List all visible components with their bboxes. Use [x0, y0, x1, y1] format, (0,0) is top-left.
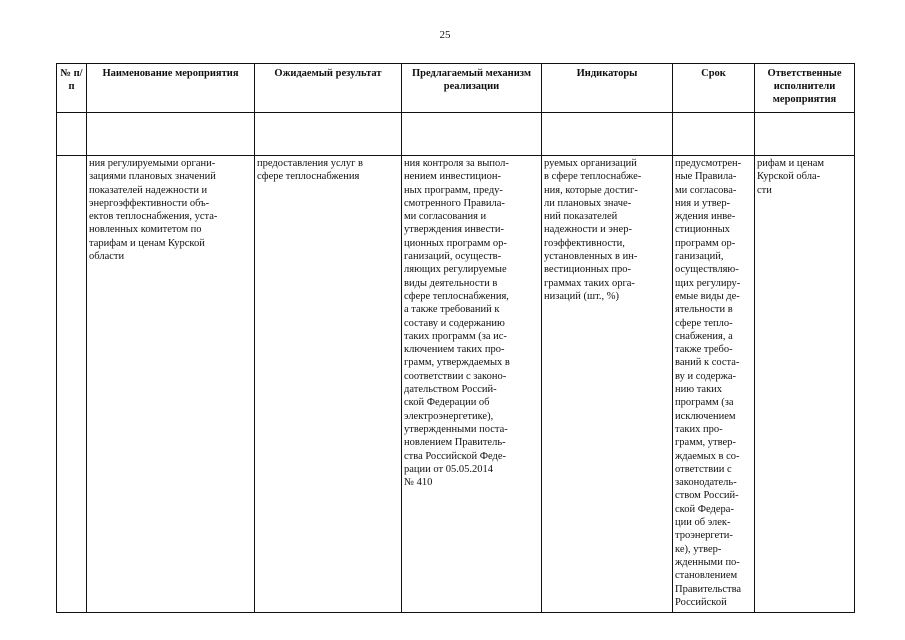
header-expected-result: Ожидаемый результат [255, 64, 402, 113]
header-responsible: Ответственные исполнители мероприятия [755, 64, 855, 113]
cell-responsible: рифам и ценам Курской обла- сти [755, 156, 855, 613]
page-number: 25 [439, 29, 451, 41]
header-spacer-row [57, 113, 855, 156]
header-term: Срок [673, 64, 755, 113]
spacer-cell [87, 113, 255, 156]
spacer-cell [57, 113, 87, 156]
header-number: № п/п [57, 64, 87, 113]
cell-term: предусмотрен- ные Правила- ми согласова- ния и утвер- ждения инве- стиционных программ ор- ганизаций, осуществляю- щих регулиру- емые виды де- ятельности в сфере тепло- снабжения, а также требо- ваний к соста- ву и содержа- нию таких программ (за исключением таких про- грамм, утвер- ждаемых в со- ответствии с законодатель- ством Россий- ской Федера- ции об элек- троэнергети- ке), утвер- жденными по- становлением Правительства Российской [673, 156, 755, 613]
header-measure-name: Наименование мероприятия [87, 64, 255, 113]
header-mechanism: Предлагаемый механизм реализации [402, 64, 542, 113]
cell-number [57, 156, 87, 613]
spacer-cell [255, 113, 402, 156]
table-row [57, 156, 855, 613]
cell-mechanism: ния контроля за выпол- нением инвестицион- ных программ, преду- смотренного Правила- ми согласования и утверждения инвести- ционных программ ор- ганизаций, осуществ- ляющих регулируемые виды деятельности в сфере теплоснабжения, а также требований к составу и содержанию таких программ (за ис- ключением таких про- грамм, утверждаемых в соответствии с законо- дательством Россий- ской Федерации об электроэнергетике), утвержденными поста- новлением Правитель- ства Российской Феде- рации от 05.05.2014 № 410 [402, 156, 542, 613]
spacer-cell [542, 113, 673, 156]
cell-expected-result: предоставления услуг в сфере теплоснабжения [255, 156, 402, 613]
table-header-row [57, 64, 855, 113]
cell-measure-name: ния регулируемыми органи- зациями плановых значений показателей надежности и энергоэффективности объ- ектов теплоснабжения, уста- новленных комитетом по тарифам и ценам Курской области [87, 156, 255, 613]
header-indicators: Индикаторы [542, 64, 673, 113]
measures-table [56, 63, 855, 613]
spacer-cell [402, 113, 542, 156]
spacer-cell [755, 113, 855, 156]
spacer-cell [673, 113, 755, 156]
cell-indicators: руемых организаций в сфере теплоснабже- ния, которые достиг- ли плановых значе- ний показателей надежности и энер- гоэффективности, установленных в ин- вестиционных про- граммах таких орга- низаций (шт., %) [542, 156, 673, 613]
